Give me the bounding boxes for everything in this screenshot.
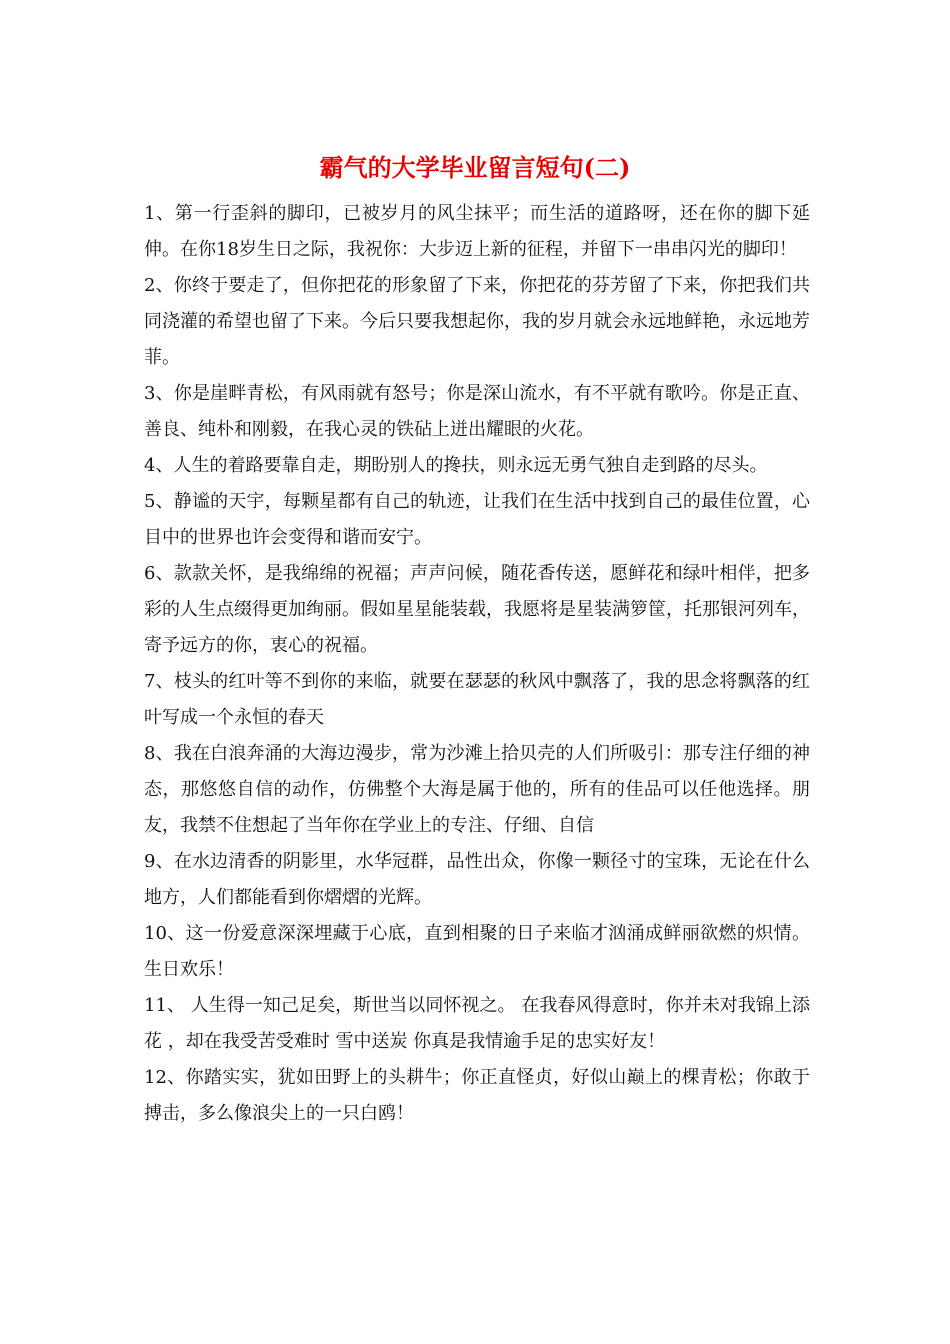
paragraph-9: 9、在水边清香的阴影里，水华冠群，品性出众，你像一颗径寸的宝珠，无论在什么地方，人们都能看到你熠熠的光辉。 (144, 851, 810, 908)
paragraph-3: 3、你是崖畔青松，有风雨就有怒号；你是深山流水，有不平就有歌吟。你是正直、善良、纯朴和刚毅，在我心灵的铁砧上迸出耀眼的火花。 (144, 383, 810, 440)
paragraph-5: 5、静谧的天宇，每颗星都有自己的轨迹，让我们在生活中找到自己的最佳位置，心目中的世界也许会变得和谐而安宁。 (144, 491, 810, 548)
paragraph-1: 1、第一行歪斜的脚印，已被岁月的风尘抹平；而生活的道路呀，还在你的脚下延伸。在你18岁生日之际，我祝你：大步迈上新的征程，并留下一串串闪光的脚印！ (144, 203, 810, 260)
document-body (144, 196, 810, 1132)
paragraph-4: 4、人生的着路要靠自走，期盼别人的搀扶，则永远无勇气独自走到路的尽头。 (144, 455, 768, 476)
paragraph-12: 12、你踏实实，犹如田野上的头耕牛；你正直怪贞，好似山巅上的棵青松；你敢于搏击，多么像浪尖上的一只白鸥！ (144, 1067, 810, 1124)
document-title: 霸气的大学毕业留言短句(二) (319, 153, 631, 182)
paragraph-2: 2、你终于要走了，但你把花的形象留了下来，你把花的芬芳留了下来，你把我们共同浇灌的希望也留了下来。今后只要我想起你，我的岁月就会永远地鲜艳，永远地芳菲。 (144, 275, 810, 368)
paragraph-10: 10、这一份爱意深深埋藏于心底，直到相聚的日子来临才汹涌成鲜丽欲燃的炽情。生日欢乐！ (144, 923, 810, 980)
paragraph-8: 8、我在白浪奔涌的大海边漫步，常为沙滩上拾贝壳的人们所吸引：那专注仔细的神态，那悠悠自信的动作，仿佛整个大海是属于他的，所有的佳品可以任他选择。朋友，我禁不住想起了当年你在学业上的专注、仔细、自信 (144, 743, 810, 836)
paragraph-11: 11、 人生得一知己足矣，斯世当以同怀视之。 在我春风得意时，你并未对我锦上添花 ，却在我受苦受难时 雪中送炭 你真是我情逾手足的忠实好友！ (144, 995, 810, 1052)
paragraph-6: 6、款款关怀，是我绵绵的祝福；声声问候，随花香传送，愿鲜花和绿叶相伴，把多彩的人生点缀得更加绚丽。假如星星能装载，我愿将是星装满箩筐，托那银河列车，寄予远方的你，衷心的祝福。 (144, 563, 810, 656)
paragraph-7: 7、枝头的红叶等不到你的来临，就要在瑟瑟的秋风中飘落了，我的思念将飘落的红叶写成一个永恒的春天 (144, 671, 810, 728)
